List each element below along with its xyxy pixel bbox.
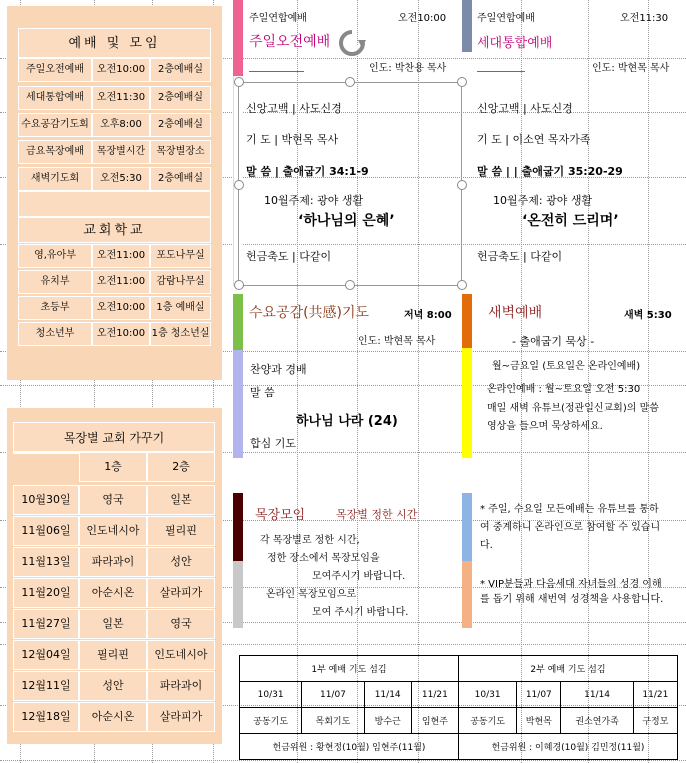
group-date: 11월13일 [13,547,79,577]
school-cell: 오전10:00 [92,322,150,346]
wednesday-title: 수요공감(共感)기도 [249,305,370,321]
worship-cell: 목장별장소 [150,140,211,164]
service2-sermon: ‘온전히 드리며’ [522,213,619,229]
wednesday-color-bar [233,294,243,350]
cell-color-bar-2 [233,561,243,628]
service2-prayer: 기 도 | 이소연 목자가족 [477,133,591,146]
roster-date: 11/14 [364,682,411,708]
resize-handle[interactable] [234,280,244,290]
roster-part1: 1부 예배 기도 섬김 [240,656,459,682]
notice-color-bar [462,493,472,561]
group-date: 12월18일 [13,702,79,732]
worship-cell: 2층예배실 [150,86,211,110]
roster-date: 11/07 [517,682,561,708]
worship-cell: 2층예배실 [150,167,211,191]
service2-name: 세대통합예배 [477,36,553,51]
group-header: 1층 [79,452,147,482]
roster-name: 공동기도 [240,708,302,734]
school-title: 교회학교 [18,217,211,243]
wednesday-sermon: 하나님 나라 (24) [296,414,398,429]
service1-color-bar [233,0,243,76]
group-cell: 필리핀 [147,516,215,546]
service1-theme: 10월주제: 광야 생활 [264,194,364,207]
resize-handle[interactable] [234,180,244,190]
group-title: 목장별 교회 가꾸기 [13,422,215,452]
worship-cell: 오전5:30 [92,167,150,191]
roster-name: 박현목 [517,708,561,734]
service1-time: 오전10:00 [398,13,447,24]
group-date: 11월20일 [13,578,79,608]
wednesday-leader: 인도: 박현목 목사 [358,336,436,347]
wednesday-closing: 합심 기도 [250,437,297,450]
roster-date: 11/14 [561,682,633,708]
service2-offering: 헌금축도 | 다같이 [477,250,563,263]
school-cell: 오전11:00 [92,270,150,294]
worship-cell: 주일오전예배 [18,58,92,82]
dawn-book: - 출애굽기 묵상 - [512,335,595,348]
group-cell: 파라과이 [79,547,147,577]
group-cell: 일본 [147,485,215,515]
dawn-online: 온라인예배 : 월~토요일 오전 5:30 [487,384,641,395]
cell-line3: 모여주시기 바랍니다. [312,571,406,582]
service1-sermon: ‘하나님의 은혜’ [298,213,395,229]
group-cell: 살라피가 [147,702,215,732]
school-cell: 1층 청소년실 [150,322,211,346]
school-cell: 영,유아부 [18,244,92,268]
notice-2: * VIP분들과 다음세대 자녀들의 성경 이해를 돕기 위해 새번역 성경책을 사용합니다. [480,579,664,605]
group-cell: 인도네시아 [79,516,147,546]
service1-scripture: 말 씀 | 출애굽기 34:1-9 [246,165,369,178]
group-cell: 일본 [79,609,147,639]
service1-offering: 헌금축도 | 다같이 [246,250,332,263]
service2-label: 주일연합예배 [477,13,535,24]
worship-cell: 2층예배실 [150,113,211,137]
school-cell: 초등부 [18,296,92,320]
dawn-time: 새벽 5:30 [624,310,672,321]
group-cell: 필리핀 [79,640,147,670]
group-cell: 살라피가 [147,578,215,608]
group-date: 10월30일 [13,485,79,515]
resize-handle[interactable] [234,77,244,87]
group-date: 12월11일 [13,671,79,701]
service1-leader: 인도: 박찬용 목사 [369,63,447,74]
roster-date: 10/31 [458,682,516,708]
service1-creed: 신앙고백 | 사도신경 [246,102,342,115]
worship-cell: 수요공감기도회 [18,113,92,137]
group-cell: 아순시온 [79,702,147,732]
school-cell: 오전10:00 [92,296,150,320]
notice-1: * 주일, 수요일 모든예배는 유튜브를 통하여 중계하니 온라인으로 참여할 수 있습니다. [480,504,661,551]
worship-cell: 오전10:00 [92,58,150,82]
cell-line4: 온라인 목장모임으로 [266,589,357,600]
roster-date: 11/21 [633,682,677,708]
group-panel [7,408,222,744]
roster-date: 11/21 [411,682,458,708]
dawn-title: 새벽예배 [488,305,543,321]
worship-cell: 목장별시간 [92,140,150,164]
guide-line [0,760,686,761]
group-cell: 영국 [79,485,147,515]
service1-label: 주일연합예배 [249,13,307,24]
roster-name: 방수근 [364,708,411,734]
cell-line1: 각 목장별로 정한 시간, [260,535,360,546]
spacer-cell [18,191,211,217]
school-cell: 포도나무실 [150,244,211,268]
service2-underline [477,58,525,72]
prayer-roster-table [239,655,678,760]
rotate-handle-icon[interactable] [337,28,367,58]
roster-part2: 2부 예배 기도 섬김 [458,656,677,682]
notice-color-bar-2 [462,561,472,628]
worship-cell: 2층예배실 [150,58,211,82]
roster-offering1: 헌금위원 : 황현정(10월) 임현주(11월) [240,734,459,760]
cell-title: 목장모임 [255,508,306,523]
group-date: 12월04일 [13,640,79,670]
resize-handle[interactable] [457,77,467,87]
roster-name: 목회기도 [302,708,364,734]
cell-line5: 모여 주시기 바랍니다. [312,607,409,618]
school-cell: 오전11:00 [92,244,150,268]
school-cell: 1층 예배실 [150,296,211,320]
guide-line [648,0,649,763]
school-cell: 감람나무실 [150,270,211,294]
dawn-days: 월~금요일 (토요일은 온라인예배) [492,361,641,372]
service2-theme: 10월주제: 광야 생활 [493,194,593,207]
wednesday-word: 말 씀 [250,386,275,399]
resize-handle[interactable] [457,280,467,290]
cell-color-bar [233,493,243,561]
group-date: 11월27일 [13,609,79,639]
roster-name: 공동기도 [458,708,516,734]
service2-time: 오전11:30 [620,13,669,24]
group-cell: 인도네시아 [147,640,215,670]
cell-line2: 정한 장소에서 목장모임을 [267,553,380,564]
service1-prayer: 기 도 | 박현목 목사 [246,133,339,146]
worship-cell: 오후8:00 [92,113,150,137]
dawn-desc: 매일 새벽 유튜브(정관일신교회)의 말씀 영상을 들으며 묵상하세요. [487,403,659,432]
group-header [13,452,79,454]
group-cell: 영국 [147,609,215,639]
roster-name: 구정모 [633,708,677,734]
group-cell: 성안 [147,547,215,577]
group-cell: 파라과이 [147,671,215,701]
worship-cell: 오전11:30 [92,86,150,110]
resize-handle[interactable] [457,180,467,190]
roster-offering2: 헌금위원 : 이혜경(10월) 김민정(11월) [458,734,677,760]
resize-handle[interactable] [345,280,355,290]
group-header: 2층 [147,452,215,482]
service1-underline [249,58,304,72]
service2-creed: 신앙고백 | 사도신경 [477,102,573,115]
resize-handle[interactable] [345,77,355,87]
roster-name: 임현주 [411,708,458,734]
dawn-color-bar-2 [462,348,472,458]
worship-panel [7,6,222,380]
group-cell: 성안 [79,671,147,701]
service2-scripture: 말 씀 | | 출애굽기 35:20-29 [477,165,623,178]
worship-cell: 세대통합예배 [18,86,92,110]
group-date: 11월06일 [13,516,79,546]
roster-name: 권소연가족 [561,708,633,734]
cell-subtitle: 목장별 정한 시간 [336,508,418,521]
wednesday-color-bar-2 [233,350,243,458]
worship-title: 예배 및 모임 [18,28,211,58]
roster-date: 10/31 [240,682,302,708]
wednesday-time: 저녁 8:00 [404,310,452,321]
service2-color-bar [462,0,472,52]
roster-date: 11/07 [302,682,364,708]
school-cell: 청소년부 [18,322,92,346]
worship-cell: 금요목장예배 [18,140,92,164]
school-cell: 유치부 [18,270,92,294]
service2-leader: 인도: 박현목 목사 [592,63,670,74]
group-cell: 아순시온 [79,578,147,608]
dawn-color-bar [462,294,472,348]
service1-name: 주일오전예배 [249,34,331,50]
worship-cell: 새벽기도회 [18,167,92,191]
wednesday-praise: 찬양과 경배 [250,363,307,376]
